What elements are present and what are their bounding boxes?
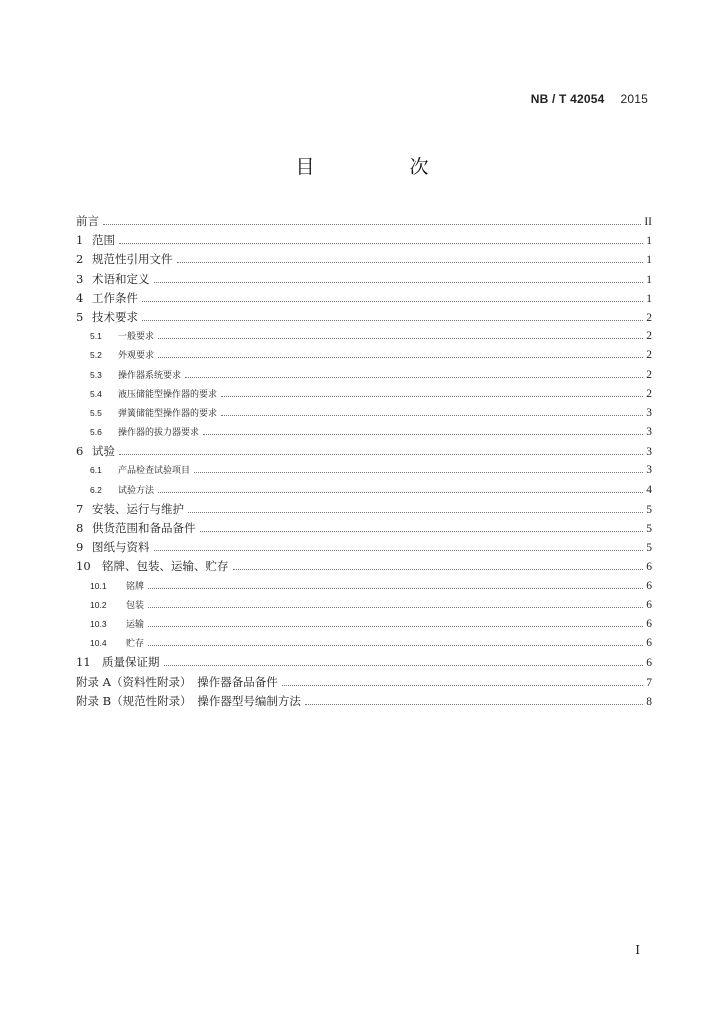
toc-entry[interactable] xyxy=(76,442,652,461)
toc-dot-leader xyxy=(158,337,643,339)
toc-entry-page: 2 xyxy=(646,311,652,324)
toc-entry-label: 安装、运行与维护 xyxy=(92,501,184,516)
toc-entry-number: 5.6 xyxy=(90,427,102,438)
toc-entry-number: 3 xyxy=(76,271,84,286)
toc-dot-leader xyxy=(221,395,643,397)
toc-entry-label: 外观要求 xyxy=(118,351,155,362)
toc-dot-leader xyxy=(119,242,643,244)
toc-entry[interactable] xyxy=(76,270,652,289)
toc-entry-number: 10.3 xyxy=(90,618,107,629)
toc-entry-page: 5 xyxy=(646,523,652,535)
toc-entry-number: 11 xyxy=(76,655,91,670)
table-of-contents xyxy=(76,212,652,711)
toc-entry-number: 2 xyxy=(76,252,84,267)
toc-entry[interactable] xyxy=(76,557,652,576)
standard-code xyxy=(531,92,648,106)
toc-entry-page: 6 xyxy=(646,579,652,592)
toc-entry-label: 操作器的拔力器要求 xyxy=(118,428,200,439)
toc-entry-label: 技术要求 xyxy=(92,309,138,324)
toc-entry-number: 9 xyxy=(76,540,84,555)
toc-dot-leader xyxy=(142,300,643,302)
toc-dot-leader xyxy=(158,491,643,493)
toc-dot-leader xyxy=(305,703,643,705)
toc-entry-number: 5.2 xyxy=(90,350,102,361)
toc-dot-leader xyxy=(185,376,643,378)
standard-year: 2015 xyxy=(620,92,648,106)
toc-entry-label: 图纸与资料 xyxy=(92,540,150,555)
toc-entry-label: 试验方法 xyxy=(118,485,155,496)
toc-entry-page: 3 xyxy=(646,426,652,439)
toc-dot-leader xyxy=(154,549,644,551)
toc-entry-number: 5 xyxy=(76,309,84,324)
toc-entry-page: 2 xyxy=(646,330,652,343)
toc-entry-page: 6 xyxy=(646,617,652,630)
toc-entry-label: 铭牌 xyxy=(126,581,145,592)
toc-entry[interactable] xyxy=(76,481,652,500)
toc-entry-page: 3 xyxy=(646,406,652,419)
toc-dot-leader xyxy=(158,356,643,358)
toc-entry-label: 弹簧储能型操作器的要求 xyxy=(118,408,218,419)
toc-entry-page: 5 xyxy=(646,542,652,555)
toc-entry-page: 6 xyxy=(646,561,652,574)
toc-dot-leader xyxy=(177,261,644,263)
toc-entry-page: 3 xyxy=(646,464,652,477)
toc-entry-page: 2 xyxy=(646,368,652,381)
toc-entry[interactable] xyxy=(76,519,652,538)
toc-entry-label: 术语和定义 xyxy=(92,271,150,286)
toc-entry-page: 1 xyxy=(646,292,652,305)
toc-entry-number: 6 xyxy=(76,444,84,459)
toc-entry-page: II xyxy=(644,216,652,228)
toc-entry-page: 7 xyxy=(646,676,652,689)
toc-entry-label: 液压储能型操作器的要求 xyxy=(118,389,218,400)
toc-entry-page: 8 xyxy=(646,695,652,708)
toc-dot-leader xyxy=(142,319,643,321)
toc-dot-leader xyxy=(221,414,643,416)
toc-entry-page: 1 xyxy=(646,235,652,248)
toc-dot-leader xyxy=(233,568,644,570)
toc-entry-label: 铭牌、包装、运输、贮存 xyxy=(102,559,229,574)
toc-entry-label: 产品检查试验项目 xyxy=(118,466,191,477)
toc-entry[interactable] xyxy=(76,250,652,269)
toc-entry[interactable] xyxy=(76,423,652,442)
toc-dot-leader xyxy=(203,433,643,435)
toc-entry[interactable] xyxy=(76,346,652,365)
toc-entry[interactable] xyxy=(76,404,652,423)
toc-entry-number: 10 xyxy=(76,559,91,574)
toc-entry[interactable] xyxy=(76,634,652,653)
toc-dot-leader xyxy=(148,606,643,608)
toc-entry-label: 运输 xyxy=(126,619,145,630)
toc-entry-number: 4 xyxy=(76,290,84,305)
toc-entry-label: 一般要求 xyxy=(118,332,155,343)
toc-entry-label: 规范性引用文件 xyxy=(92,252,173,267)
toc-entry-number: 6.1 xyxy=(90,465,102,476)
toc-entry-label: 质量保证期 xyxy=(102,655,160,670)
toc-dot-leader xyxy=(200,530,644,532)
toc-entry-label: 供货范围和备品备件 xyxy=(92,521,196,535)
toc-entry-number: 6.2 xyxy=(90,484,102,495)
toc-entry-label: 范围 xyxy=(92,233,115,248)
toc-dot-leader xyxy=(154,281,644,283)
toc-entry[interactable] xyxy=(76,327,652,346)
page-title: 目 次 xyxy=(295,156,467,178)
toc-entry-page: 2 xyxy=(646,349,652,362)
toc-entry-number: 10.4 xyxy=(90,638,107,649)
toc-entry-label: 前言 xyxy=(76,214,99,228)
toc-entry[interactable] xyxy=(76,538,652,557)
toc-entry[interactable] xyxy=(76,596,652,615)
toc-dot-leader xyxy=(148,625,643,627)
toc-entry-number: 5.1 xyxy=(90,331,102,342)
toc-entry-number: 5.3 xyxy=(90,369,102,380)
toc-entry-label: 附录 A（资料性附录） 操作器备品备件 xyxy=(76,674,278,689)
toc-entry-number: 1 xyxy=(76,233,84,248)
toc-entry-number: 10.2 xyxy=(90,599,107,610)
toc-dot-leader xyxy=(282,684,644,686)
standard-number: NB / T 42054 xyxy=(530,92,605,106)
toc-entry[interactable] xyxy=(76,231,652,250)
toc-entry[interactable] xyxy=(76,308,652,327)
toc-entry-page: 1 xyxy=(646,273,652,286)
toc-dot-leader xyxy=(164,664,644,666)
toc-entry-page: 1 xyxy=(646,254,652,267)
toc-entry-label: 操作器系统要求 xyxy=(118,370,182,381)
toc-entry-number: 8 xyxy=(76,521,84,535)
toc-entry[interactable] xyxy=(76,500,652,519)
toc-entry-label: 附录 B（规范性附录） 操作器型号编制方法 xyxy=(76,693,301,708)
toc-dot-leader xyxy=(103,223,641,225)
toc-entry[interactable] xyxy=(76,212,652,231)
toc-entry[interactable] xyxy=(76,653,652,672)
toc-entry-label: 贮存 xyxy=(126,639,145,650)
toc-entry[interactable] xyxy=(76,673,652,692)
toc-entry-page: 3 xyxy=(646,446,652,459)
toc-entry-number: 5.4 xyxy=(90,388,102,399)
page-number: I xyxy=(635,943,640,957)
toc-entry-number: 7 xyxy=(76,501,84,516)
toc-entry[interactable] xyxy=(76,461,652,480)
toc-entry[interactable] xyxy=(76,577,652,596)
toc-entry-page: 4 xyxy=(646,483,652,496)
toc-entry-label: 工作条件 xyxy=(92,290,138,305)
toc-entry-number: 10.1 xyxy=(90,580,107,591)
toc-entry-page: 5 xyxy=(646,503,652,516)
toc-entry-label: 包装 xyxy=(126,600,145,611)
toc-entry[interactable] xyxy=(76,615,652,634)
toc-dot-leader xyxy=(148,644,643,646)
toc-entry[interactable] xyxy=(76,385,652,404)
toc-entry[interactable] xyxy=(76,366,652,385)
toc-dot-leader xyxy=(188,511,643,513)
toc-dot-leader xyxy=(119,453,643,455)
toc-entry-page: 6 xyxy=(646,657,652,670)
toc-entry-number: 5.5 xyxy=(90,407,102,418)
toc-entry-page: 2 xyxy=(646,387,652,400)
toc-dot-leader xyxy=(148,587,643,589)
toc-entry-page: 6 xyxy=(646,598,652,611)
toc-entry-label: 试验 xyxy=(92,444,115,459)
toc-entry[interactable] xyxy=(76,289,652,308)
toc-dot-leader xyxy=(194,471,643,473)
toc-entry[interactable] xyxy=(76,692,652,711)
toc-entry-page: 6 xyxy=(646,637,652,650)
